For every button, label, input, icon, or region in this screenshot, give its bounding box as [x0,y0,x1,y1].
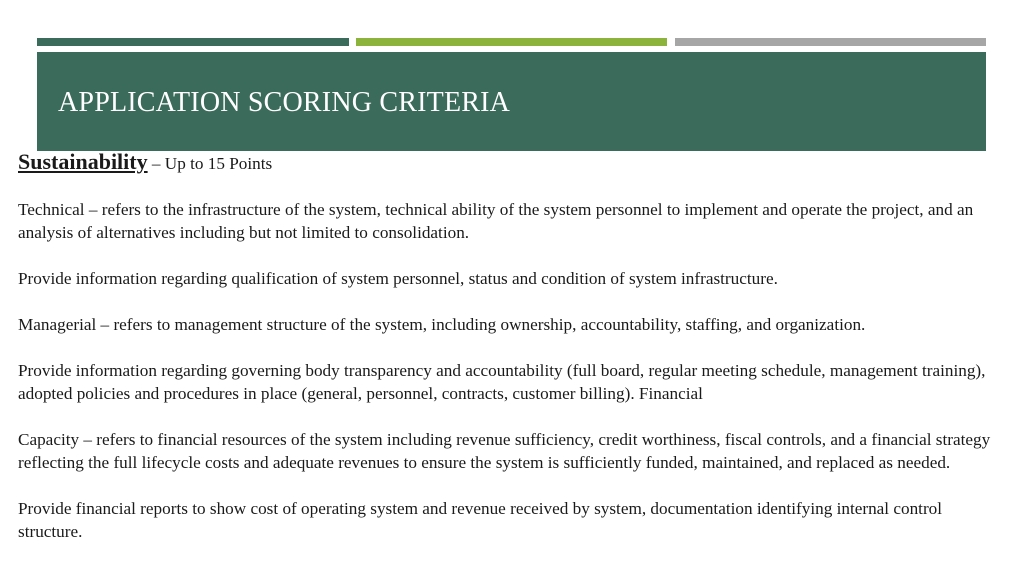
paragraph-managerial-provide: Provide information regarding governing body transparency and accountability (full board, regular meeting schedule, management training), adopted policies and procedures in place (general, personnel, contracts, customer billing). Financial [18,361,986,403]
spacer [18,405,1008,428]
spacer [18,244,1008,267]
section-heading [18,150,1008,175]
spacer [18,175,1008,198]
paragraph-technical-provide: Provide information regarding qualification of system personnel, status and condition of system infrastructure. [18,269,778,288]
title-band [37,52,986,151]
slide-title: APPLICATION SCORING CRITERIA [58,87,511,118]
spacer [18,336,1008,359]
accent-bar-gray [675,38,986,46]
heading-points: – Up to 15 Points [147,154,273,173]
slide-body [18,150,1008,543]
paragraph-financial-provide: Provide financial reports to show cost of operating system and revenue received by system, documentation identifying internal control structure. [18,499,943,541]
heading-title: Sustainability [18,149,148,174]
spacer [18,474,1008,497]
accent-bar-green [356,38,667,46]
paragraph-financial-capacity: Capacity – refers to financial resources of the system including revenue sufficiency, credit worthiness, fiscal controls, and a financial strategy reflecting the full lifecycle costs and adequate revenues to ensure the system is sufficiently funded, maintained, and replaced as needed. [18,430,991,472]
spacer [18,290,1008,313]
paragraph-technical: Technical – refers to the infrastructure of the system, technical ability of the system personnel to implement and operate the project, and an analysis of alternatives including but not limited to consolidation. [18,200,974,242]
paragraph-managerial: Managerial – refers to management structure of the system, including ownership, accountability, staffing, and organization. [18,315,866,334]
accent-bar-dark [37,38,349,46]
